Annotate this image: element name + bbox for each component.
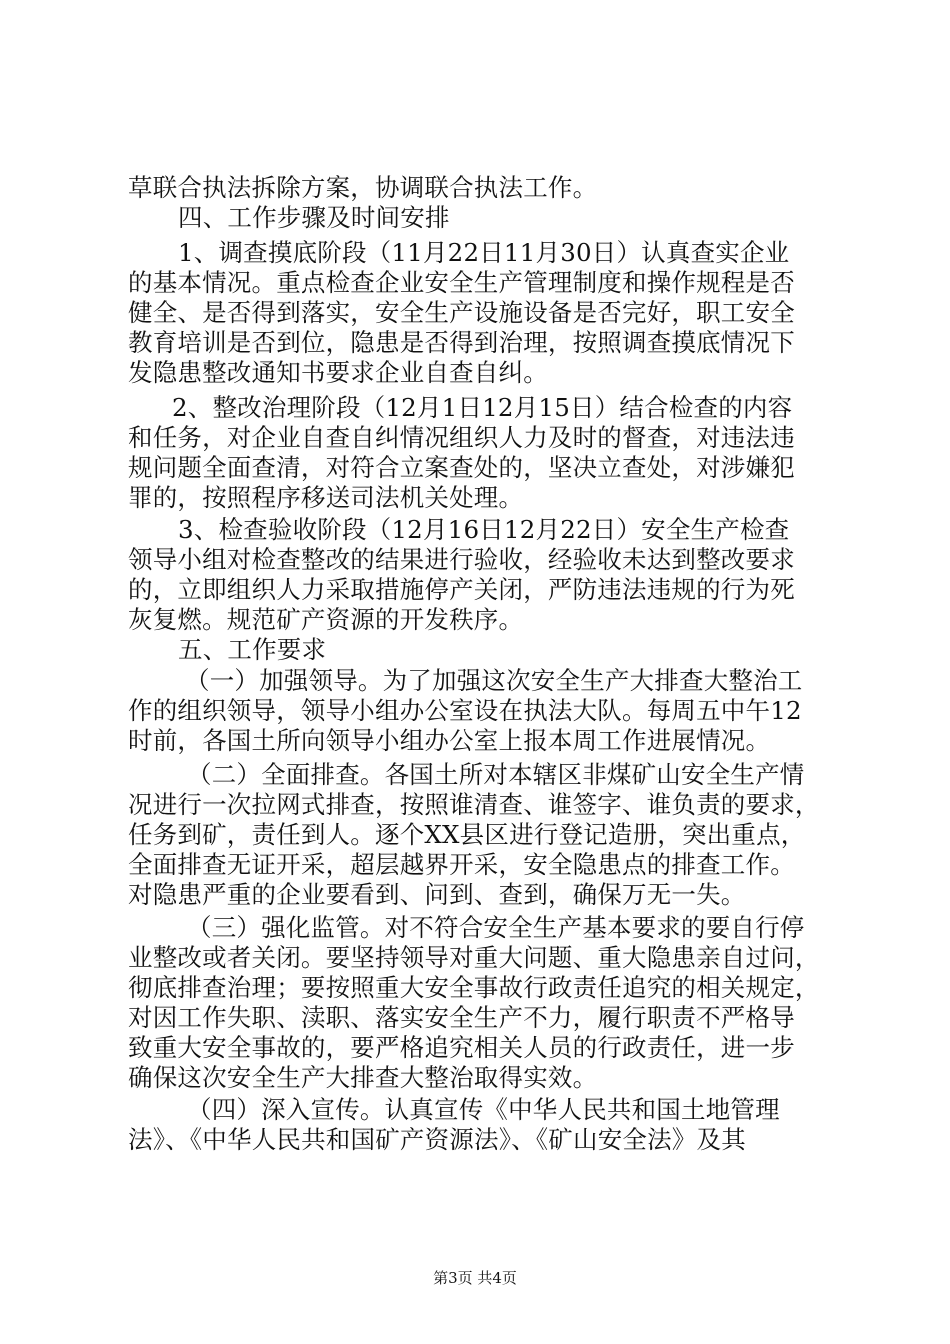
text-line: 规问题全面查清，对符合立案查处的，坚决立查处，对涉嫌犯 xyxy=(128,453,795,482)
page-number: 第3页 共4页 xyxy=(433,1269,517,1287)
text-line: 全面排查无证开采，超层越界开采，安全隐患点的排查工作。 xyxy=(128,850,795,879)
text-line: 业整改或者关闭。要坚持领导对重大问题、重大隐患亲自过问， xyxy=(128,943,820,972)
text-line: 作的组织领导，领导小组办公室设在执法大队。每周五中午12 xyxy=(128,696,802,725)
text-line: （四）深入宣传。认真宣传《中华人民共和国土地管理 xyxy=(187,1095,780,1124)
text-line: 3、检查验收阶段（12月16日12月22日）安全生产检查 xyxy=(178,515,790,544)
text-line: （三）强化监管。对不符合安全生产基本要求的要自行停 xyxy=(187,913,805,942)
text-line: 和任务，对企业自查自纠情况组织人力及时的督查，对违法违 xyxy=(128,423,795,452)
text-line: 的基本情况。重点检查企业安全生产管理制度和操作规程是否 xyxy=(128,268,795,297)
text-line: 灰复燃。规范矿产资源的开发秩序。 xyxy=(128,605,524,634)
text-line: 发隐患整改通知书要求企业自查自纠。 xyxy=(128,358,548,387)
text-line: 况进行一次拉网式排查，按照谁清查、谁签字、谁负责的要求， xyxy=(128,790,820,819)
text-line: 法》、《中华人民共和国矿产资源法》、《矿山安全法》及其 xyxy=(128,1125,746,1154)
section-heading: 四、工作步骤及时间安排 xyxy=(178,203,450,232)
text-line: 1、调查摸底阶段（11月22日11月30日）认真查实企业 xyxy=(178,238,790,267)
text-line: （一）加强领导。为了加强这次安全生产大排查大整治工 xyxy=(185,666,803,695)
text-line: 教育培训是否到位，隐患是否得到治理，按照调查摸底情况下 xyxy=(128,328,795,357)
text-line: 时前，各国土所向领导小组办公室上报本周工作进展情况。 xyxy=(128,726,771,755)
text-line: 领导小组对检查整改的结果进行验收，经验收未达到整改要求 xyxy=(128,545,795,574)
text-line: （二）全面排查。各国土所对本辖区非煤矿山安全生产情 xyxy=(187,760,805,789)
text-line: 确保这次安全生产大排查大整治取得实效。 xyxy=(128,1063,598,1092)
text-line: 2、整改治理阶段（12月1日12月15日）结合检查的内容 xyxy=(172,393,793,422)
text-line: 健全、是否得到落实，安全生产设施设备是否完好，职工安全 xyxy=(128,298,795,327)
text-line: 罪的，按照程序移送司法机关处理。 xyxy=(128,483,524,512)
text-line: 的，立即组织人力采取措施停产关闭，严防违法违规的行为死 xyxy=(128,575,795,604)
text-line: 彻底排查治理；要按照重大安全事故行政责任追究的相关规定， xyxy=(128,973,820,1002)
section-heading: 五、工作要求 xyxy=(178,635,327,664)
text-line: 任务到矿，责任到人。逐个XX县区进行登记造册，突出重点， xyxy=(128,820,806,849)
text-line: 对隐患严重的企业要看到、问到、查到，确保万无一失。 xyxy=(128,880,746,909)
text-line: 致重大安全事故的，要严格追究相关人员的行政责任，进一步 xyxy=(128,1033,795,1062)
text-line: 草联合执法拆除方案，协调联合执法工作。 xyxy=(128,173,598,202)
text-line: 对因工作失职、渎职、落实安全生产不力，履行职责不严格导 xyxy=(128,1003,795,1032)
